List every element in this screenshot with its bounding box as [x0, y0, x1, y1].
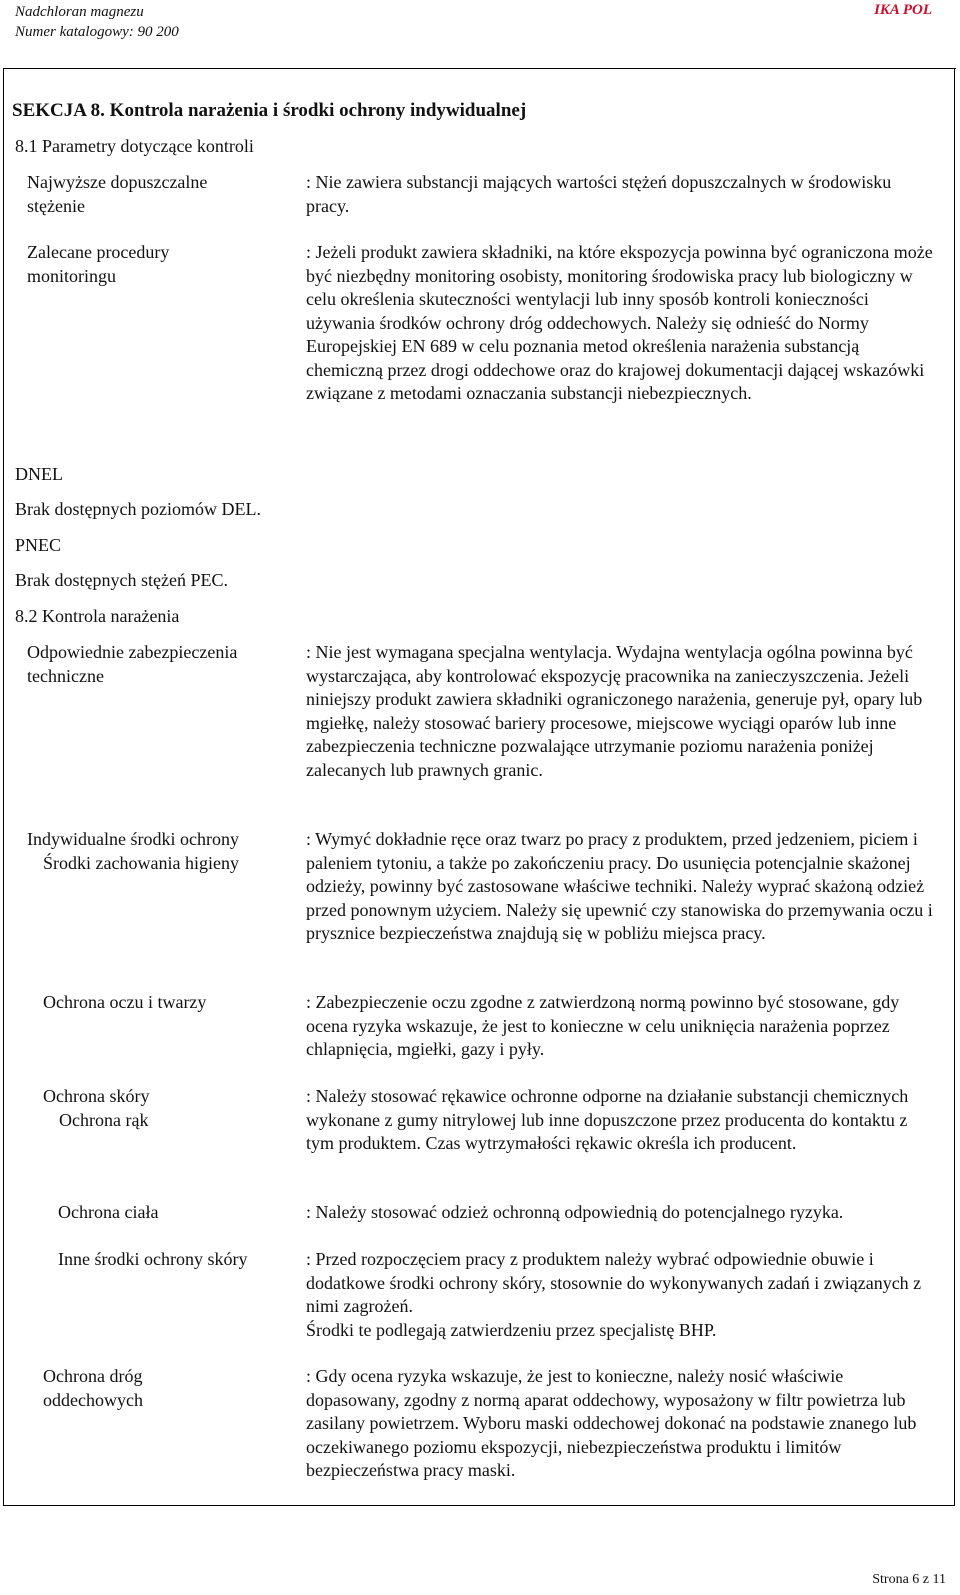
product-name: Nadchloran magnezu: [15, 4, 144, 20]
control-label: Inne środki ochrony skóry: [58, 1249, 248, 1269]
pnec-text: Brak dostępnych stężeń PEC.: [15, 570, 228, 590]
control-value: : Należy stosować odzież ochronną odpowiednią do potencjalnego ryzyka.: [306, 1202, 844, 1222]
dnel-label: DNEL: [15, 464, 63, 484]
page-number: Strona 6 z 11: [872, 1572, 946, 1587]
brand-name: IKA POL: [874, 2, 932, 18]
control-value: : Należy stosować rękawice ochronne odporne na działanie substancji chemicznych wykonane z gumy nitrylowej lub inne dopuszczone przez producenta do kontaktu z tym produktem. Czas wytrzymałości rękawic określa ich producent.: [306, 1086, 909, 1153]
control-label: Ochrona oczu i twarzy: [43, 992, 207, 1012]
control-label: Ochrona ciała: [58, 1202, 159, 1222]
control-value: : Wymyć dokładnie ręce oraz twarz po pracy z produktem, przed jedzeniem, piciem i paleniem tytoniu, a także po zakończeniu pracy. Do usunięcia potencjalnie skażonej odzieży, powinny być zastosowane właściwe techniki. Należy wyprać skażoną odzież przed ponownym użyciem. Należy się upewnić czy stanowiska do przemywania oczu i prysznice bezpieczeństwa znajdują się w pobliżu miejsca pracy.: [306, 829, 933, 943]
control-value: : Gdy ocena ryzyka wskazuje, że jest to konieczne, należy nosić właściwie dopasowany, zgodny z normą aparat oddechowy, wyposażony w filtr powietrza lub zasilany powietrzem. Wyboru maski oddechowej dokonać na podstawie znanego lub oczekiwanego poziomu ekspozycji, niebezpieczeństwa produktu i limitów bezpieczeństwa pracy maski.: [306, 1366, 917, 1480]
subsection-8-1: 8.1 Parametry dotyczące kontroli: [15, 136, 254, 156]
control-value: : Zabezpieczenie oczu zgodne z zatwierdzoną normą powinno być stosowane, gdy ocena ryzyka wskazuje, że jest to konieczne w celu uniknięcia narażenia poprzez chlapnięcia, mgiełki, gazy i pyły.: [306, 992, 900, 1059]
control-label: Ochrona dróg oddechowych: [43, 1366, 143, 1410]
param-value: : Jeżeli produkt zawiera składniki, na które ekspozycja powinna być ograniczona może być niezbędny monitoring osobisty, monitoring środowiska pracy lub biologiczny w celu określenia skuteczności wentylacji lub inny sposób kontroli konieczności używania środków ochrony dróg oddechowych. Należy się odnieść do Normy Europejskiej EN 689 w celu poznania metod określenia narażenia substancją chemiczną przez drogi oddechowe oraz do krajowej dokumentacji dającej wskazówki związane z metodami oznaczania substancji niebezpiecznych.: [306, 242, 933, 403]
control-value: : Przed rozpoczęciem pracy z produktem należy wybrać odpowiednie obuwie i dodatkowe środki ochrony skóry, stosownie do wykonywanych zadań i związanych z nimi zagrożeń. Środki te podlegają zatwierdzeniu przez specjalistę BHP.: [306, 1249, 922, 1340]
control-label: Indywidualne środki ochrony Środki zachowania higieny: [27, 829, 239, 873]
subsection-8-2: 8.2 Kontrola narażenia: [15, 606, 180, 626]
control-label: Ochrona skóry Ochrona rąk: [43, 1086, 150, 1130]
section-title: SEKCJA 8. Kontrola narażenia i środki ochrony indywidualnej: [12, 100, 527, 121]
catalog-number: Numer katalogowy: 90 200: [15, 24, 179, 40]
param-label: Zalecane procedury monitoringu: [27, 242, 170, 286]
control-label: Odpowiednie zabezpieczenia techniczne: [27, 642, 238, 686]
param-label: Najwyższe dopuszczalne stężenie: [27, 172, 208, 216]
control-value: : Nie jest wymagana specjalna wentylacja. Wydajna wentylacja ogólna powinna być wystarczająca, aby kontrolować ekspozycję pracownika na zanieczyszczenia. Jeżeli niniejszy produkt zawiera składniki ograniczonego narażenia, generuje pył, opary lub mgiełkę, należy stosować bariery procesowe, miejscowe wyciągi oparów lub inne zabezpieczenia techniczne pozwalające utrzymanie poziomu narażenia poniżej zalecanych lub prawnych granic.: [306, 642, 923, 780]
document-header: [15, 2, 179, 42]
param-value: : Nie zawiera substancji mających wartości stężeń dopuszczalnych w środowisku pracy.: [306, 172, 892, 216]
pnec-label: PNEC: [15, 535, 62, 555]
dnel-text: Brak dostępnych poziomów DEL.: [15, 499, 261, 519]
